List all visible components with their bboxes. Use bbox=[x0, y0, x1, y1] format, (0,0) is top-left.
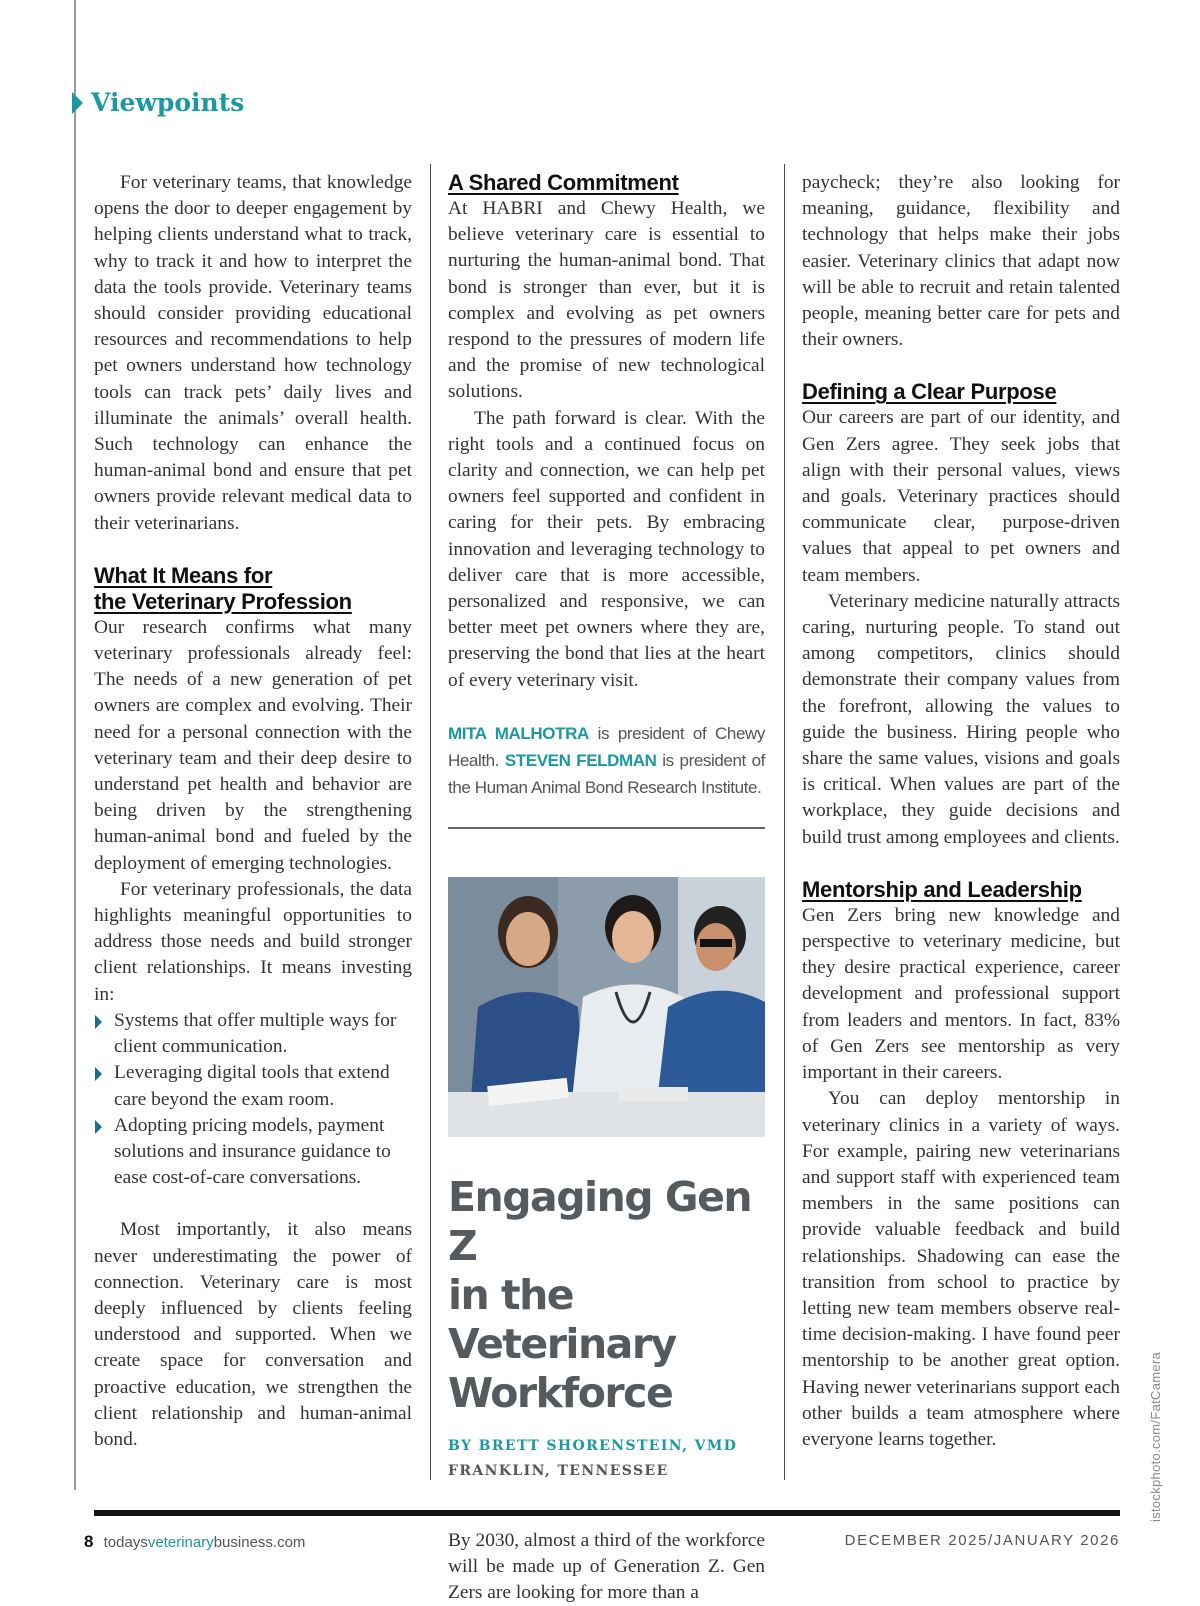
url-part-highlight: veterinary bbox=[147, 1534, 214, 1551]
paragraph: Veterinary medicine naturally attracts caring, nurturing people. To stand out among competitors, clinics should demonstrate their company values from the forefront, allowing the values to guide the business. Hiring people who share the same values, visions and goals is critical. When values are part of the workplace, they guide decisions and build trust among employees and clients. bbox=[802, 590, 1120, 848]
bullet-arrow-icon bbox=[95, 1015, 102, 1029]
subheading-clear-purpose: Defining a Clear Purpose bbox=[802, 379, 1057, 405]
left-margin-rule bbox=[74, 0, 76, 1490]
subheading-line-1: What It Means for bbox=[94, 562, 273, 588]
paragraph: Our research confirms what many veterinary professionals already feel: The needs of a new generation of pet owners are complex and evolving. Their need for a personal connection with the veterinary team and their deep desire to understand pet health and behavior are being driven by the strengthening human-animal bond and fueled by the deployment of emerging technologies. bbox=[94, 616, 412, 874]
paragraph: For veterinary professionals, the data highlights meaningful opportunities to address those needs and build stronger client relationships. It means investing in: bbox=[94, 878, 412, 1005]
bullet-arrow-icon bbox=[95, 1067, 102, 1081]
page-number: 8 bbox=[84, 1532, 94, 1551]
paragraph: By 2030, almost a third of the workforce will be made up of Generation Z. Gen Zers are looking for more than a bbox=[448, 1529, 765, 1604]
column-3 bbox=[802, 170, 1120, 1453]
bullet-arrow-icon bbox=[95, 1120, 102, 1134]
photo-credit: istockphoto.com/FatCamera bbox=[1148, 1351, 1163, 1522]
bio-text: is president of the Human Animal Bond Research Institute. bbox=[448, 750, 765, 797]
bio-text: is president of Chewy Health. bbox=[448, 723, 765, 770]
bullet-list bbox=[94, 1008, 412, 1191]
bio-name: STEVEN FELDMAN bbox=[504, 750, 657, 770]
list-item bbox=[94, 1060, 412, 1112]
photo-illustration bbox=[448, 877, 765, 1137]
headline-line-3: Workforce bbox=[448, 1368, 673, 1417]
list-item bbox=[94, 1008, 412, 1060]
paragraph: At HABRI and Chewy Health, we believe veterinary care is essential to nurturing the human-animal bond. That bond is stronger than ever, but it is complex and evolving as pet owners respond to the pressures of modern life and the promise of new technological solutions. bbox=[448, 198, 765, 403]
subheading-shared-commitment: A Shared Commitment bbox=[448, 170, 679, 195]
article-divider bbox=[448, 827, 765, 829]
footer-left bbox=[84, 1532, 305, 1552]
list-item-text: Leveraging digital tools that extend care beyond the exam room. bbox=[114, 1062, 390, 1110]
subheading-mentorship: Mentorship and Leadership bbox=[802, 876, 1082, 902]
byline-location: FRANKLIN, TENNESSEE bbox=[448, 1462, 669, 1479]
paragraph: paycheck; they’re also looking for meaning, guidance, flexibility and technology that helps make their jobs easier. Veterinary clinics that adapt now will be able to recruit and retain talented people, meaning better care for pets and their owners. bbox=[802, 172, 1120, 351]
list-item-text: Systems that offer multiple ways for client communication. bbox=[114, 1009, 397, 1058]
list-item bbox=[94, 1113, 412, 1192]
url-part: business.com bbox=[213, 1534, 306, 1551]
column-2 bbox=[448, 170, 765, 1606]
paragraph: For veterinary teams, that knowledge opens the door to deeper engagement by helping clients understand what to track, why to track it and how to interpret the data the tools provide. Veterinary teams should consider providing educational resources and recommendations to help pet owners understand how technology tools can track pets’ daily lives and illuminate the animals’ overall health. Such technology can enhance the human-animal bond and ensure that pet owners provide relevant medical data to their veterinarians. bbox=[94, 172, 412, 534]
column-1 bbox=[94, 170, 412, 1453]
site-url[interactable] bbox=[104, 1534, 306, 1551]
column-divider bbox=[784, 164, 785, 1480]
footer-rule bbox=[94, 1510, 1120, 1516]
section-label: Viewpoints bbox=[91, 88, 245, 117]
headline-line-2: in the Veterinary bbox=[448, 1270, 676, 1368]
paragraph: Our careers are part of our identity, and Gen Zers agree. They seek jobs that align with their personal values, views and goals. Veterinary practices should communicate clear, purpose-driven values that appeal to pet owners and team members. bbox=[802, 407, 1120, 586]
paragraph: Gen Zers bring new knowledge and perspective to veterinary medicine, but they desire practical experience, career development and professional support from leaders and mentors. In fact, 83% of Gen Zers see mentorship as very important in their careers. bbox=[802, 904, 1120, 1084]
headline-line-1: Engaging Gen Z bbox=[448, 1172, 752, 1270]
section-tag bbox=[72, 88, 244, 117]
author-bio bbox=[448, 720, 765, 801]
bio-name: MITA MALHOTRA bbox=[448, 723, 589, 743]
byline-author: BY BRETT SHORENSTEIN, VMD bbox=[448, 1437, 738, 1454]
url-part: todays bbox=[103, 1534, 148, 1551]
section-arrow-icon bbox=[72, 92, 83, 114]
issue-date: DECEMBER 2025/JANUARY 2026 bbox=[844, 1532, 1120, 1549]
paragraph: You can deploy mentorship in veterinary clinics in a variety of ways. For example, pairing new veterinarians and support staff with experienced team members in the same positions can provide valuable feedback and build relationships. Shadowing can ease the transition from school to practice by letting new team members observe real-time decision-making. I have found peer mentorship to be another great option. Having newer veterinarians support each other builds a team atmosphere where everyone learns together. bbox=[802, 1088, 1120, 1450]
column-divider bbox=[430, 164, 431, 1480]
paragraph: The path forward is clear. With the right tools and a continued focus on clarity and connection, we can help pet owners feel supported and confident in caring for their pets. By embracing innovation and leveraging technology to deliver care that is more accessible, personalized and responsive, we can better meet pet owners where they are, preserving the bond that lies at the heart of every veterinary visit. bbox=[448, 407, 765, 691]
article-headline bbox=[448, 1173, 765, 1418]
subheading-veterinary-profession bbox=[94, 563, 412, 615]
paragraph: Most importantly, it also means never underestimating the power of connection. Veterinary care is most deeply influenced by clients feeling understood and supported. When we create space for conversation and proactive education, we strengthen the client relationship and human-animal bond. bbox=[94, 1219, 412, 1450]
article-photo bbox=[448, 877, 765, 1137]
list-item-text: Adopting pricing models, payment solutions and insurance guidance to ease cost-of-care conversations. bbox=[114, 1114, 391, 1189]
byline bbox=[448, 1434, 765, 1484]
subheading-line-2: the Veterinary Profession bbox=[94, 588, 352, 614]
